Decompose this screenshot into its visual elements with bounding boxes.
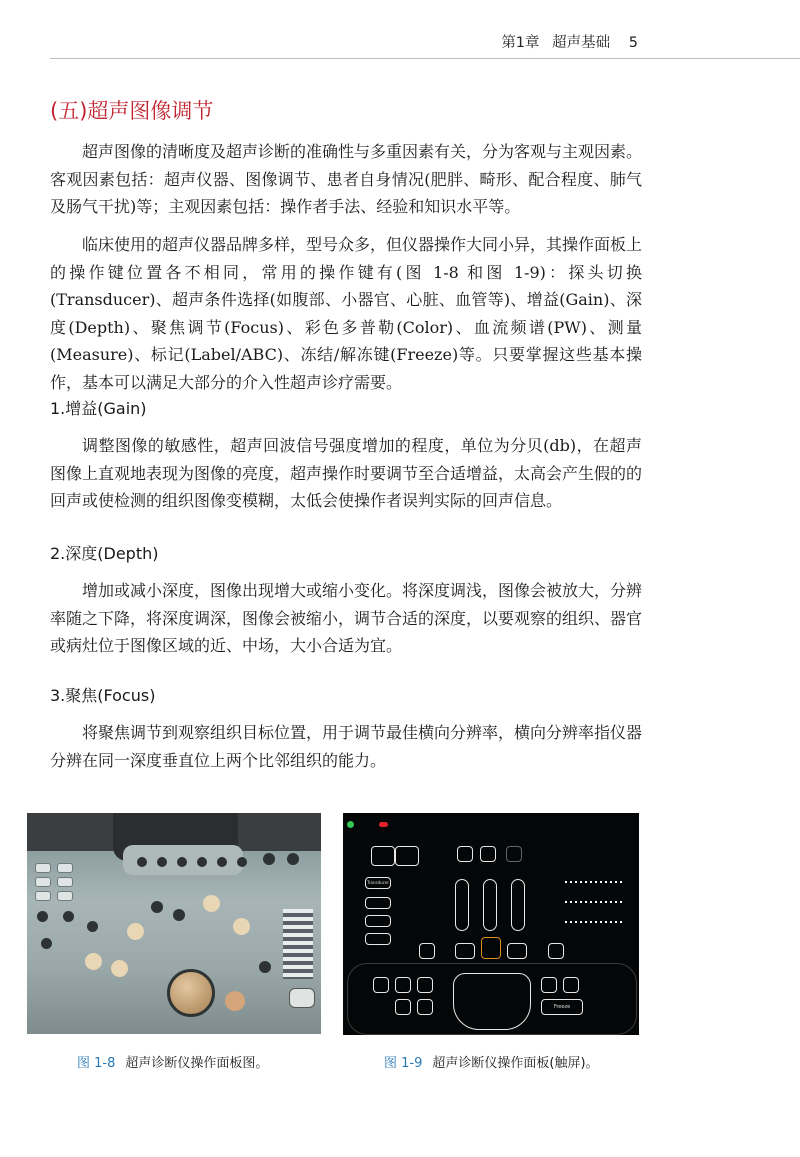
figure-touchscreen-panel [343,813,639,1035]
figure-caption-1-8 [77,1052,268,1071]
figure-number: 图 1-8 [77,1056,116,1071]
focus-heading: 3.聚焦(Focus) [50,686,156,705]
paragraph-controls: 临床使用的超声仪器品牌多样，型号众多，但仪器操作大同小异，其操作面板上的操作键位置各不相同，常用的操作键有(图 1-8 和图 1-9)：探头切换(Transducer)、超声条件选择(如腹部、小器官、心脏、血管等)、增益(Gain)、深度(Depth)、聚焦调节(Focus)、彩色多普勒(Color)、血流频谱(PW)、测量(Measure)、标记(Label/ABC)、冻结/解冻键(Freeze)等。只要掌握这些基本操作，基本可以满足大部分的介入性超声诊疗需要。 [50,235,643,392]
figure-number: 图 1-9 [384,1056,423,1071]
figure-caption-text: 超声诊断仪操作面板图。 [125,1056,269,1071]
figure-control-panel-photo [27,813,321,1034]
freeze-button-label: Freeze [541,999,583,1015]
paragraph-factors: 超声图像的清晰度及超声诊断的准确性与多重因素有关，分为客观与主观因素。客观因素包括：超声仪器、图像调节、患者自身情况(肥胖、畸形、配合程度、肺气及肠气干扰)等；主观因素包括：操作者手法、经验和知识水平等。 [50,142,643,216]
paragraph-depth: 增加或减小深度，图像出现增大或缩小变化。将深度调浅，图像会被放大，分辨率随之下降，将深度调深，图像会被缩小，调节合适的深度，以要观察的组织、器官或病灶位于图像区域的近、中场，大小合适为宜。 [50,581,643,655]
paragraph-gain: 调整图像的敏感性，超声回波信号强度增加的程度，单位为分贝(db)，在超声图像上直观地表现为图像的亮度，超声操作时要调节至合适增益，太高会产生假的的回声或使检测的组织图像变模糊，太低会使操作者误判实际的回声信息。 [50,436,643,510]
depth-heading: 2.深度(Depth) [50,544,159,563]
paragraph-focus: 将聚焦调节到观察组织目标位置，用于调节最佳横向分辨率，横向分辨率指仪器分辨在同一深度垂直位上两个比邻组织的能力。 [50,723,643,770]
chapter-title: 超声基础 [552,35,611,51]
gain-heading: 1.增益(Gain) [50,399,147,418]
running-header [493,31,638,52]
page-number: 5 [628,35,638,51]
section-title: (五)超声图像调节 [50,99,214,123]
transducer-button-label: Transducer [365,877,391,889]
figure-caption-text: 超声诊断仪操作面板(触屏)。 [432,1056,599,1071]
chapter-number: 第1章 [501,35,540,51]
header-rule [50,58,800,59]
figure-caption-1-9 [384,1052,599,1071]
